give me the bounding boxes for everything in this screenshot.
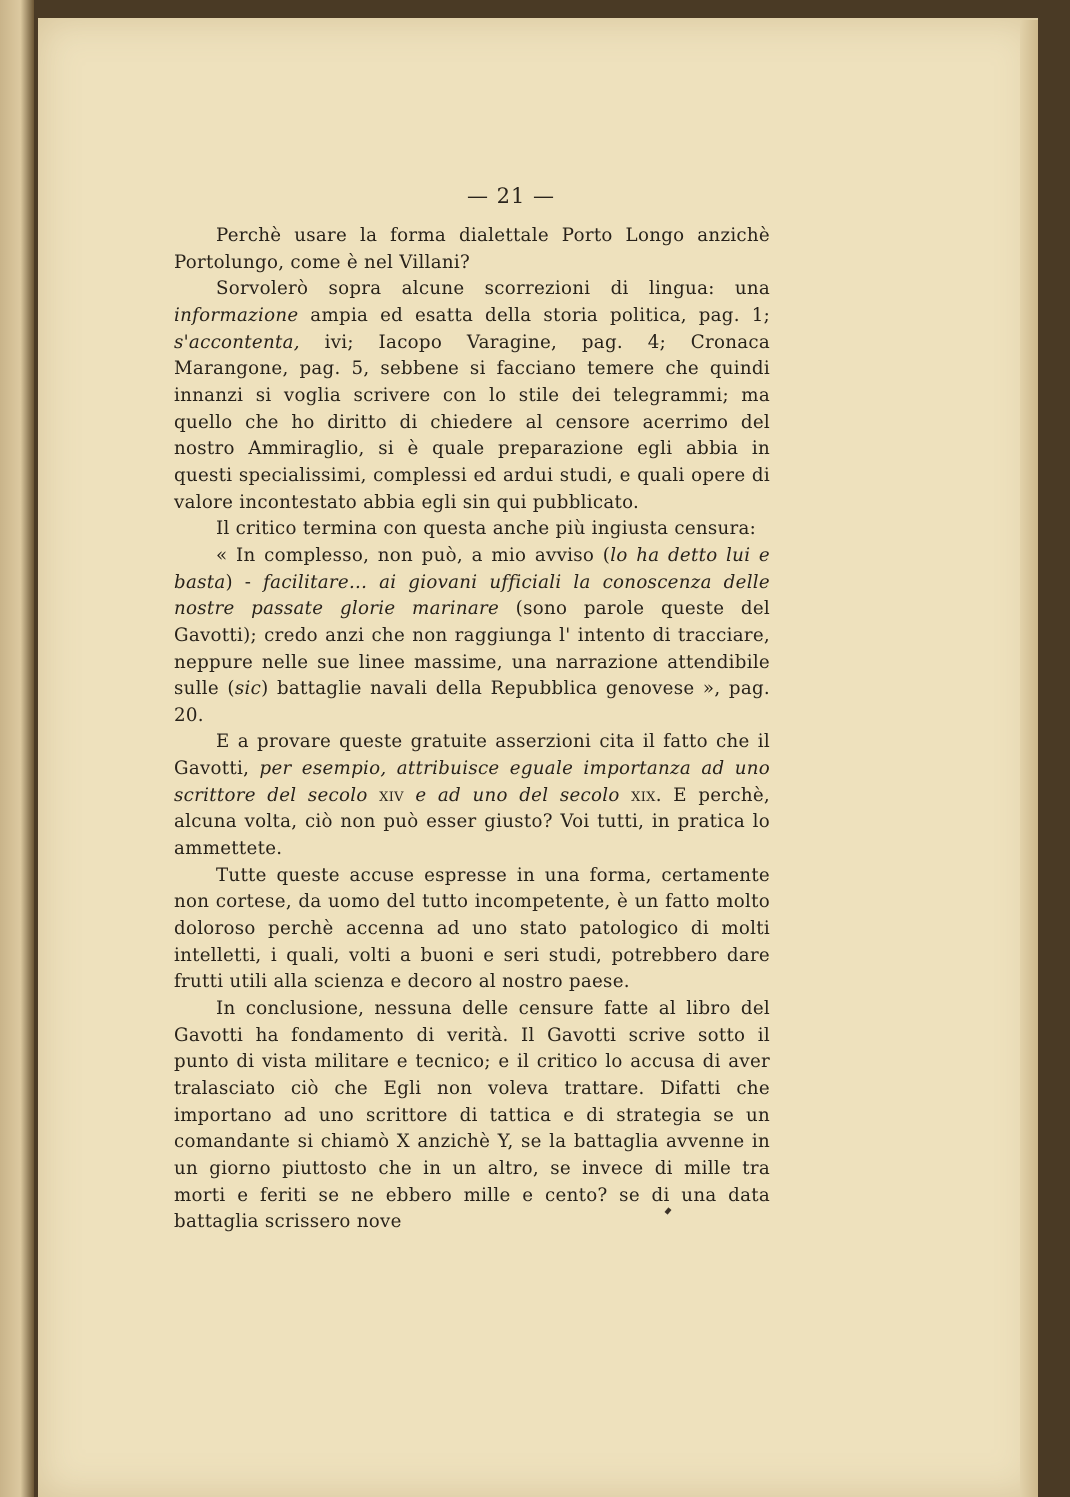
paragraph-1: Perchè usare la forma dialettale Porto Longo anzichè Portolungo, come è nel Villani? (174, 225, 770, 273)
paragraph-7: In conclusione, nessuna delle censure fatte al libro del Gavotti ha fondamento di verità. Il Gavotti scrive sotto il punto di vista militare e tecnico; e il critico lo accusa di aver tralasciato ciò che Egli non voleva trattare. Difatti che importano ad uno scrittore di tattica e di strategia se un comandante si chiamò X anzichè Y, se la battaglia avvenne in un giorno piuttosto che in un altro, se invece di mille tra morti e feriti se ne ebbero mille e cento? se di una data battaglia scrissero nove (174, 998, 770, 1233)
paragraph-6: Tutte queste accuse espresse in una forma, certamente non cortese, da uomo del tutto incompetente, è un fatto molto doloroso perchè accenna ad uno stato patologico di molti intelletti, i quali, volti a buoni e seri studi, potrebbero dare frutti utili alla scienza e decoro al nostro paese. (174, 864, 770, 993)
page-number: — 21 — (466, 184, 556, 208)
body-text (174, 223, 770, 1236)
book-page (38, 18, 1038, 1497)
facing-page-edge (0, 0, 34, 1497)
page-stack-edge (1020, 20, 1038, 1497)
paragraph-5: E a provare queste gratuite asserzioni cita il fatto che il Gavotti, per esempio, attribuisce eguale importanza ad uno scrittore del secolo xiv e ad uno del secolo xix. E perchè, alcuna volta, ciò non può esser giusto? Voi tutti, in pratica lo ammettete. (174, 731, 771, 860)
paragraph-3: Il critico termina con questa anche più ingiusta censura: (216, 518, 757, 540)
paragraph-2: Sorvolerò sopra alcune scorrezioni di lingua: una informazione ampia ed esatta della storia politica, pag. 1; s'accontenta, ivi; Iacopo Varagine, pag. 4; Cronaca Marangone, pag. 5, sebbene si facciano temere che quindi innanzi si voglia scrivere con lo stile dei telegrammi; ma quello che ho diritto di chiedere al censore acerrimo del nostro Ammiraglio, si è quale preparazione egli abbia in questi specialissimi, complessi ed ardui studi, e quali opere di valore incontestato abbia egli sin qui pubblicato. (174, 278, 770, 513)
paragraph-4-quote: « In complesso, non può, a mio avviso (lo ha detto lui e basta) - facilitare... ai giovani ufficiali la conoscenza delle nostre passate glorie marinare (sono parole queste del Gavotti); credo anzi che non raggiunga l' intento di tracciare, neppure nelle sue linee massime, una narrazione attendibile sulle (sic) battaglie navali della Repubblica genovese », pag. 20. (174, 544, 771, 726)
